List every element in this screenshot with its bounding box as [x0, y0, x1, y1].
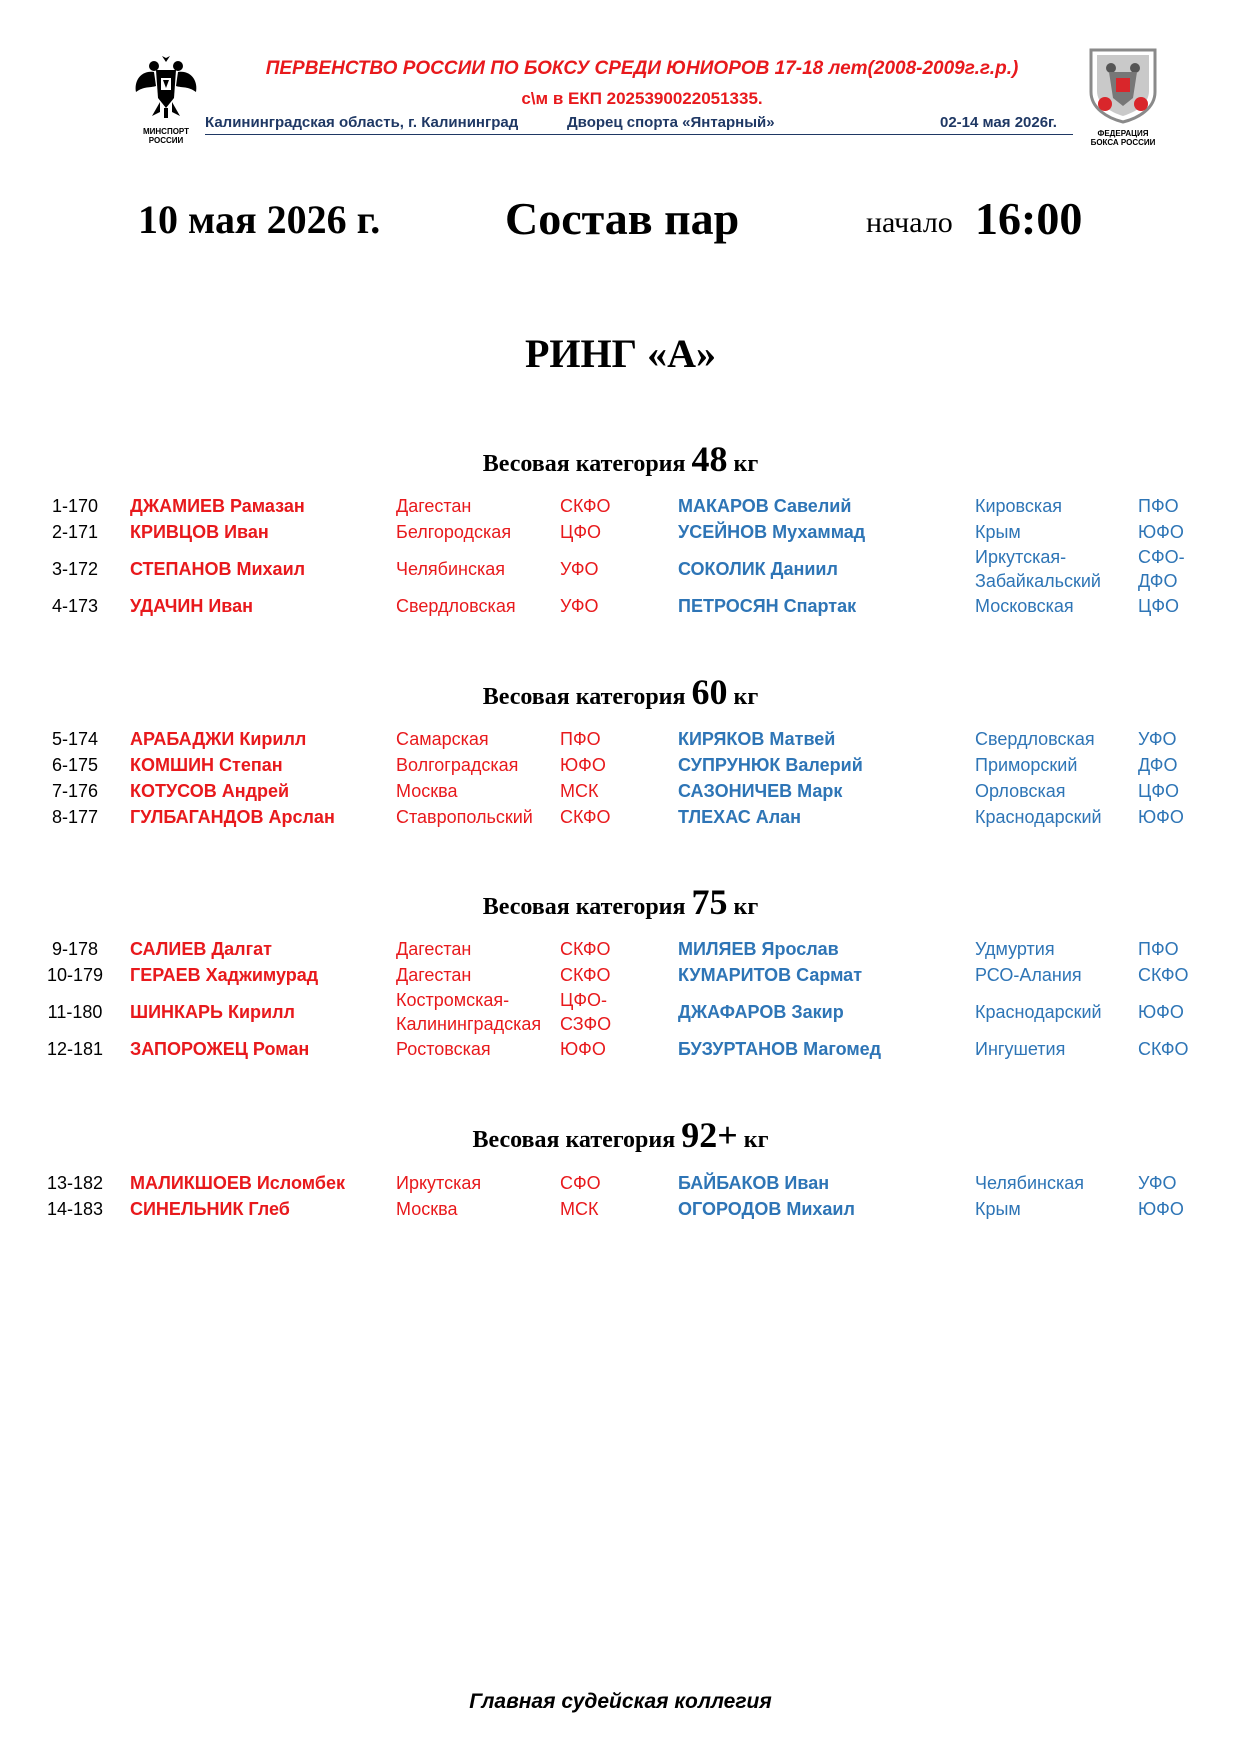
blue-corner-boxer: МИЛЯЕВ Ярослав — [678, 939, 839, 959]
blue-corner-district: СКФО — [1138, 965, 1189, 985]
red-corner-boxer: КРИВЦОВ Иван — [130, 522, 269, 542]
bout-row — [0, 1171, 1241, 1197]
bout-row — [0, 753, 1241, 779]
red-corner-region-line2: Калининградская — [396, 1014, 542, 1034]
red-corner-district: СКФО — [560, 496, 611, 516]
event-venue: Дворец спорта «Янтарный» — [567, 114, 775, 131]
blue-corner-region: Крым — [975, 522, 1021, 542]
red-corner-boxer: САЛИЕВ Далгат — [130, 939, 272, 959]
red-corner-region: Свердловская — [396, 596, 516, 616]
red-corner-district: СФО — [560, 1173, 601, 1193]
weight-category-title: Весовая категория 92+ кг — [472, 1115, 769, 1155]
red-corner-boxer: АРАБАДЖИ Кирилл — [130, 729, 307, 749]
bout-row — [0, 963, 1241, 989]
bout-row — [0, 805, 1241, 831]
red-corner-region: Ставропольский — [396, 807, 533, 827]
red-corner-district: УФО — [560, 559, 599, 579]
red-corner-region: Волгоградская — [396, 755, 519, 775]
red-corner-district: МСК — [560, 1199, 599, 1219]
red-corner-district: СКФО — [560, 965, 611, 985]
page-title: Состав пар — [505, 193, 740, 244]
bout-number: 4-173 — [51, 596, 99, 616]
blue-corner-district: ЮФО — [1138, 1002, 1184, 1022]
bout-row — [0, 727, 1241, 753]
red-corner-district: УФО — [560, 596, 599, 616]
red-corner-district: СКФО — [560, 807, 611, 827]
red-corner-region: Челябинская — [396, 559, 505, 579]
blue-corner-region: Московская — [975, 596, 1074, 616]
blue-corner-district: ПФО — [1138, 496, 1179, 516]
red-corner-region: Белгородская — [396, 522, 512, 542]
blue-corner-region: Свердловская — [975, 729, 1095, 749]
red-corner-boxer: СИНЕЛЬНИК Глеб — [130, 1199, 290, 1219]
blue-corner-district-line2: ДФО — [1138, 571, 1178, 591]
red-corner-district: ЦФО — [560, 522, 602, 542]
federation-emblem-icon — [1083, 46, 1163, 124]
minsport-caption: МИНСПОРТ РОССИИ — [142, 127, 190, 145]
blue-corner-district: ЦФО — [1138, 781, 1180, 801]
blue-corner-district: ЮФО — [1138, 1199, 1184, 1219]
blue-corner-region: Кировская — [975, 496, 1062, 516]
weight-category-title: Весовая категория 75 кг — [482, 882, 759, 922]
blue-corner-boxer: БУЗУРТАНОВ Магомед — [678, 1039, 882, 1059]
minsport-logo — [130, 52, 202, 145]
bout-number: 7-176 — [51, 781, 99, 801]
blue-corner-region: Ингушетия — [975, 1039, 1066, 1059]
ekp-number: с\м в ЕКП 2025390022051335. — [521, 89, 763, 108]
bout-number: 1-170 — [51, 496, 99, 516]
bout-row — [0, 990, 1241, 1034]
blue-corner-region: Краснодарский — [975, 1002, 1102, 1022]
red-corner-region: Москва — [396, 781, 458, 801]
bout-row — [0, 547, 1241, 591]
red-corner-region: Самарская — [396, 729, 489, 749]
red-corner-district: ЮФО — [560, 755, 606, 775]
bout-number: 10-179 — [46, 965, 104, 985]
weight-category-title: Весовая категория 48 кг — [482, 439, 759, 479]
bout-row — [0, 1197, 1241, 1223]
red-corner-boxer: ЗАПОРОЖЕЦ Роман — [130, 1039, 310, 1059]
championship-title: ПЕРВЕНСТВО РОССИИ ПО БОКСУ СРЕДИ ЮНИОРОВ 17-18 лет(2008-2009г.г.р.) — [265, 58, 1019, 79]
red-corner-district: СКФО — [560, 939, 611, 959]
bout-number: 8-177 — [51, 807, 99, 827]
red-corner-boxer: КОТУСОВ Андрей — [130, 781, 290, 801]
blue-corner-district: ПФО — [1138, 939, 1179, 959]
bout-row — [0, 594, 1241, 620]
blue-corner-region-line2: Забайкальский — [975, 571, 1101, 591]
red-corner-boxer: ГУЛБАГАНДОВ Арслан — [130, 807, 335, 827]
blue-corner-boxer: ПЕТРОСЯН Спартак — [678, 596, 857, 616]
red-corner-district: ПФО — [560, 729, 601, 749]
boxing-federation-logo — [1083, 46, 1163, 147]
blue-corner-region: РСО-Алания — [975, 965, 1082, 985]
bout-row — [0, 520, 1241, 546]
blue-corner-district: ЮФО — [1138, 807, 1184, 827]
blue-corner-boxer: КУМАРИТОВ Сармат — [678, 965, 863, 985]
bout-number: 9-178 — [51, 939, 99, 959]
blue-corner-region: Приморский — [975, 755, 1078, 775]
chief-judges-signature: Главная судейская коллегия — [469, 1690, 772, 1713]
red-corner-region: Дагестан — [396, 939, 472, 959]
bout-row — [0, 494, 1241, 520]
blue-corner-district: ДФО — [1138, 755, 1178, 775]
red-corner-boxer: СТЕПАНОВ Михаил — [130, 559, 306, 579]
red-corner-boxer: УДАЧИН Иван — [130, 596, 253, 616]
red-corner-boxer: ШИНКАРЬ Кирилл — [130, 1002, 295, 1022]
red-corner-boxer: МАЛИКШОЕВ Исломбек — [130, 1173, 345, 1193]
blue-corner-boxer: САЗОНИЧЕВ Марк — [678, 781, 843, 801]
bout-row — [0, 937, 1241, 963]
start-label: начало — [866, 206, 953, 239]
event-dates: 02-14 мая 2026г. — [940, 114, 1057, 131]
blue-corner-boxer: ДЖАФАРОВ Закир — [678, 1002, 844, 1022]
bout-number: 5-174 — [51, 729, 99, 749]
weight-category-title: Весовая категория 60 кг — [482, 672, 759, 712]
red-corner-region: Костромская- — [396, 990, 510, 1010]
red-corner-region: Дагестан — [396, 965, 472, 985]
red-corner-boxer: ГЕРАЕВ Хаджимурад — [130, 965, 319, 985]
blue-corner-region: Удмуртия — [975, 939, 1055, 959]
red-corner-region: Иркутская — [396, 1173, 482, 1193]
event-info-line — [205, 112, 1073, 135]
blue-corner-district: СКФО — [1138, 1039, 1189, 1059]
blue-corner-boxer: ОГОРОДОВ Михаил — [678, 1199, 855, 1219]
blue-corner-boxer: КИРЯКОВ Матвей — [678, 729, 836, 749]
red-corner-district-line2: СЗФО — [560, 1014, 612, 1034]
red-corner-district: МСК — [560, 781, 599, 801]
bout-number: 11-180 — [47, 1002, 103, 1022]
bout-number: 2-171 — [51, 522, 99, 542]
blue-corner-district: ЦФО — [1138, 596, 1180, 616]
bout-number: 13-182 — [46, 1173, 104, 1193]
red-corner-boxer: ДЖАМИЕВ Рамазан — [130, 496, 305, 516]
blue-corner-boxer: БАЙБАКОВ Иван — [678, 1173, 830, 1193]
blue-corner-region: Краснодарский — [975, 807, 1102, 827]
bout-row — [0, 1037, 1241, 1063]
blue-corner-district: УФО — [1138, 1173, 1177, 1193]
red-corner-district: ЦФО- — [560, 990, 607, 1010]
ring-title: РИНГ «А» — [525, 331, 716, 376]
blue-corner-region: Орловская — [975, 781, 1066, 801]
blue-corner-boxer: СОКОЛИК Даниил — [678, 559, 838, 579]
bout-number: 14-183 — [46, 1199, 104, 1219]
bout-row — [0, 779, 1241, 805]
blue-corner-region: Крым — [975, 1199, 1021, 1219]
bout-number: 12-181 — [46, 1039, 104, 1059]
event-location: Калининградская область, г. Калининград — [205, 114, 519, 131]
blue-corner-boxer: СУПРУНЮК Валерий — [678, 755, 863, 775]
blue-corner-district: ЮФО — [1138, 522, 1184, 542]
double-headed-eagle-icon — [130, 52, 202, 122]
red-corner-region: Дагестан — [396, 496, 472, 516]
federation-caption: ФЕДЕРАЦИЯ БОКСА РОССИИ — [1090, 129, 1156, 147]
blue-corner-region: Иркутская- — [975, 547, 1067, 567]
bout-number: 3-172 — [51, 559, 99, 579]
blue-corner-district: УФО — [1138, 729, 1177, 749]
red-corner-region: Ростовская — [396, 1039, 491, 1059]
bout-number: 6-175 — [51, 755, 99, 775]
blue-corner-region: Челябинская — [975, 1173, 1084, 1193]
blue-corner-boxer: ТЛЕХАС Алан — [678, 807, 802, 827]
blue-corner-boxer: МАКАРОВ Савелий — [678, 496, 852, 516]
red-corner-region: Москва — [396, 1199, 458, 1219]
blue-corner-district: СФО- — [1138, 547, 1185, 567]
bout-date: 10 мая 2026 г. — [138, 197, 381, 242]
start-time: 16:00 — [975, 193, 1083, 244]
red-corner-boxer: КОМШИН Степан — [130, 755, 283, 775]
blue-corner-boxer: УСЕЙНОВ Мухаммад — [678, 522, 866, 542]
red-corner-district: ЮФО — [560, 1039, 606, 1059]
